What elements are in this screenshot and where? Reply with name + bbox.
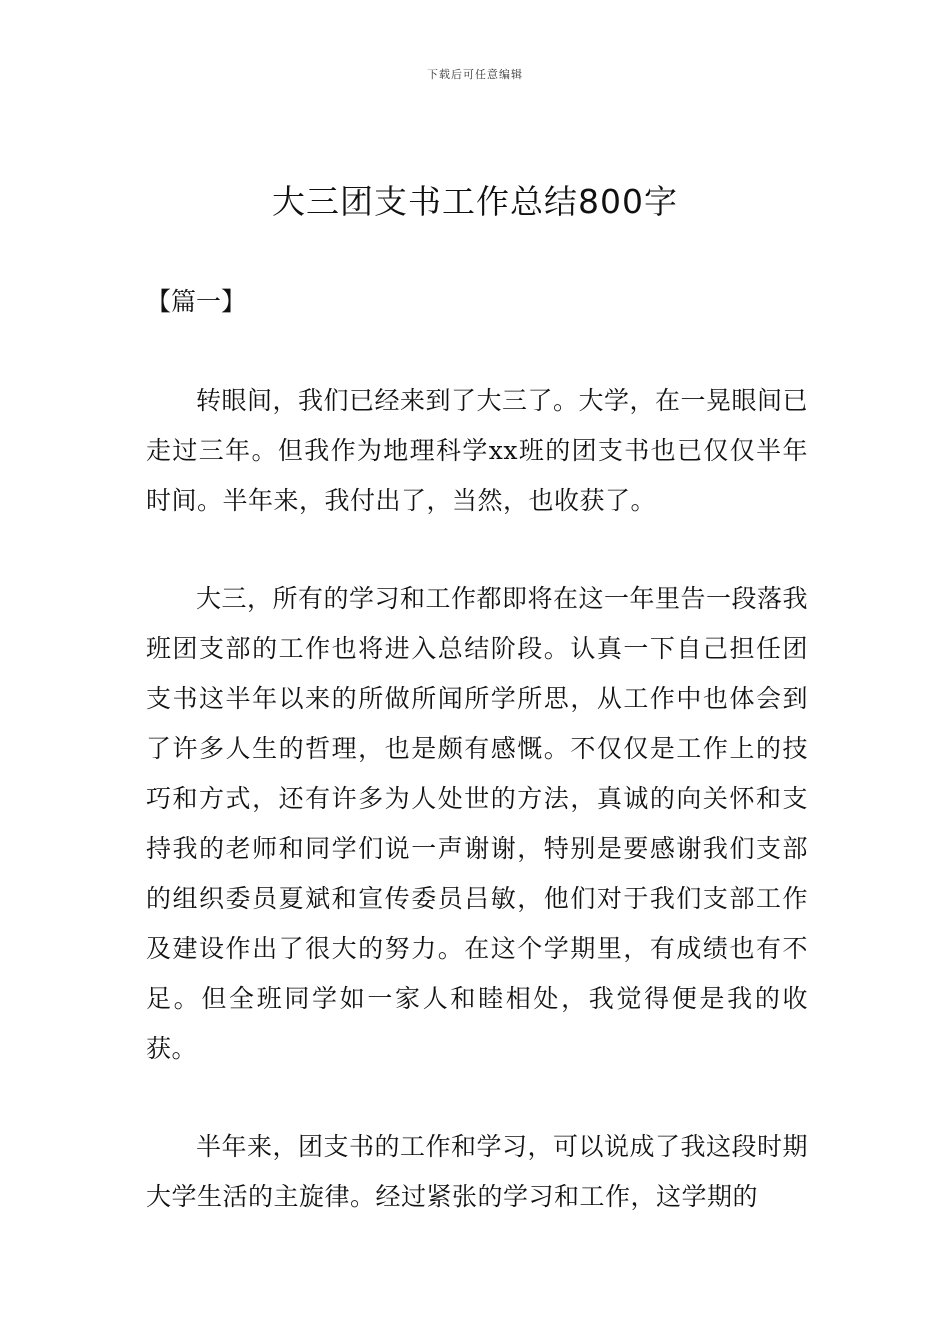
document-title: 大三团支书工作总结800字 bbox=[272, 182, 678, 221]
section-label: 【篇一】 bbox=[146, 287, 247, 316]
paragraph-2: 大三，所有的学习和工作都即将在这一年里告一段落我班团支部的工作也将进入总结阶段。认真一下自己担任团支书这半年以来的所做所闻所学所思，从工作中也体会到了许多人生的哲理，也是颇有感慨。不仅仅是工作上的技巧和方式，还有许多为人处世的方法，真诚的向关怀和支持我的老师和同学们说一声谢谢，特别是要感谢我们支部的组织委员夏斌和宣传委员吕敏，他们对于我们支部工作及建设作出了很大的努力。在这个学期里，有成绩也有不足。但全班同学如一家人和睦相处，我觉得便是我的收获。 bbox=[146, 584, 809, 1063]
header-note: 下载后可任意编辑 bbox=[427, 68, 523, 81]
paragraph-3: 半年来，团支书的工作和学习，可以说成了我这段时期大学生活的主旋律。经过紧张的学习和工作，这学期的 bbox=[146, 1132, 809, 1211]
document-body bbox=[146, 376, 808, 1270]
paragraph-1: 转眼间，我们已经来到了大三了。大学，在一晃眼间已走过三年。但我作为地理科学xx班的团支书也已仅仅半年时间。半年来，我付出了，当然，也收获了。 bbox=[146, 386, 809, 515]
